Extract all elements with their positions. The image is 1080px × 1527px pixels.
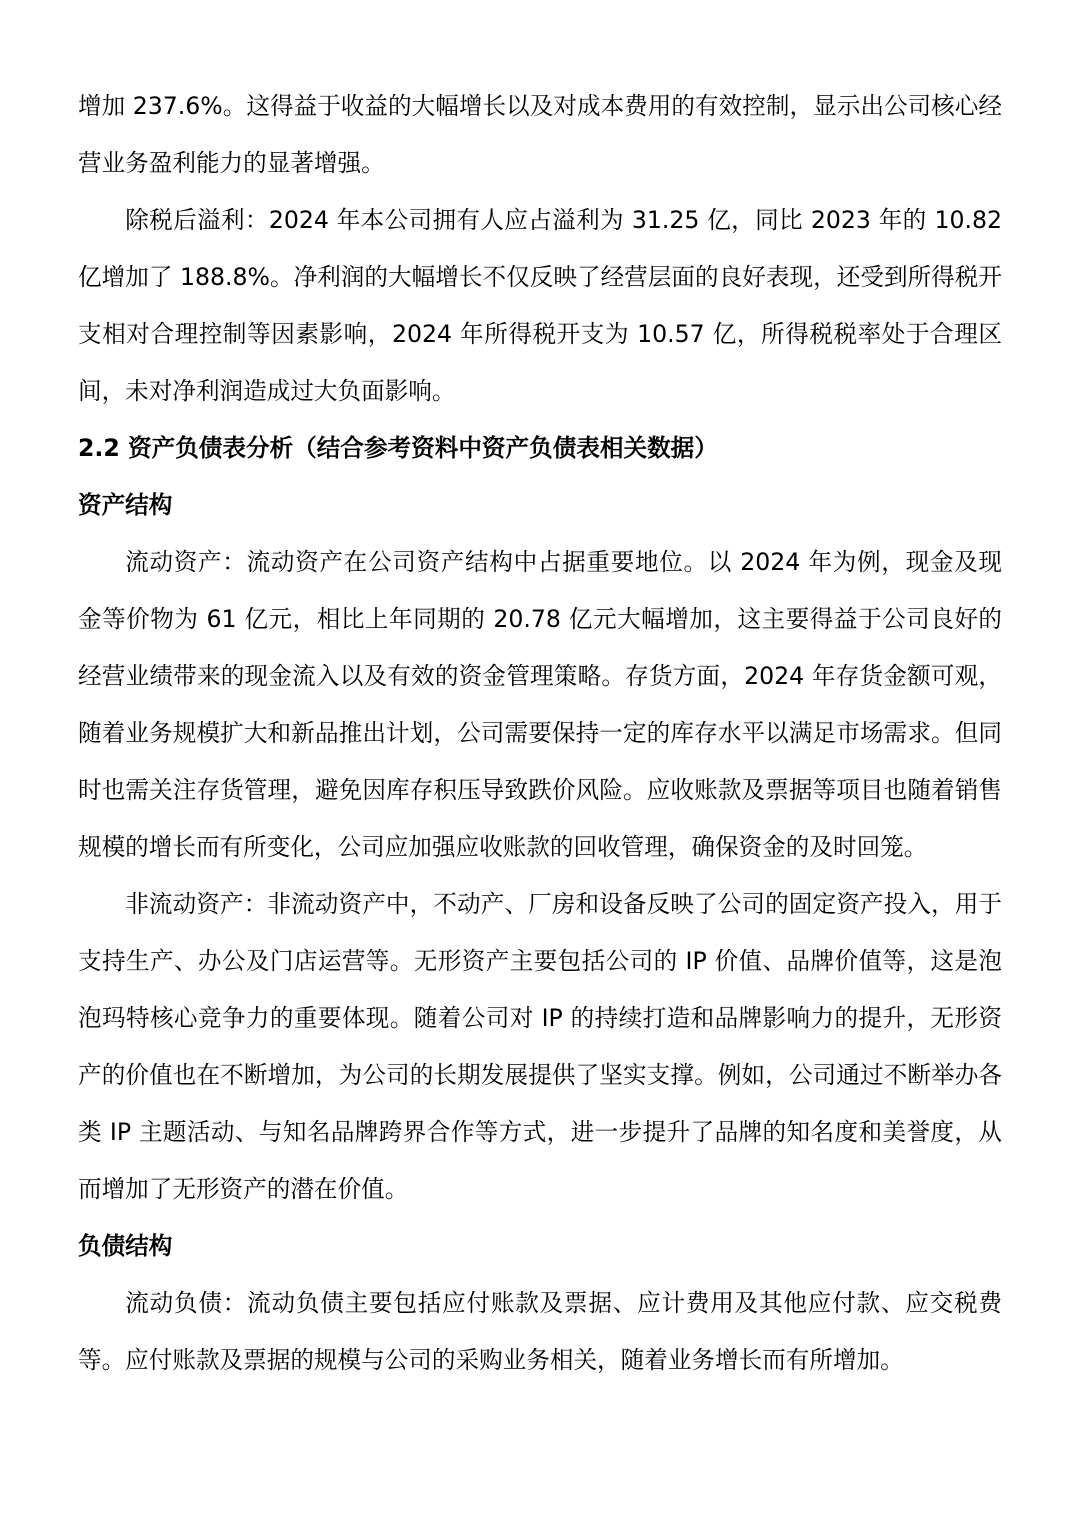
paragraph-current-liabilities: 流动负债：流动负债主要包括应付账款及票据、应计费用及其他应付款、应交税费等。应付账款及票据的规模与公司的采购业务相关，随着业务增长而有所增加。 — [78, 1289, 1002, 1374]
sub-heading-liability-structure: 负债结构 — [78, 1232, 173, 1260]
document-body — [78, 78, 1002, 1389]
paragraph-non-current-assets: 非流动资产：非流动资产中，不动产、厂房和设备反映了公司的固定资产投入，用于支持生产、办公及门店运营等。无形资产主要包括公司的 IP 价值、品牌价值等，这是泡泡玛特核心竞争力的重要体现。随着公司对 IP 的持续打造和品牌影响力的提升，无形资产的价值也在不断增加，为公司的长期发展提供了坚实支撑。例如，公司通过不断举办各类 IP 主题活动、与知名品牌跨界合作等方式，进一步提升了品牌的知名度和美誉度，从而增加了无形资产的潜在价值。 — [78, 890, 1002, 1203]
paragraph-net-profit: 除税后溢利：2024 年本公司拥有人应占溢利为 31.25 亿，同比 2023 年的 10.82 亿增加了 188.8%。净利润的大幅增长不仅反映了经营层面的良好表现，还受到所得税开支相对合理控制等因素影响，2024 年所得税开支为 10.57 亿，所得税税率处于合理区间，未对净利润造成过大负面影响。 — [78, 206, 1002, 405]
section-heading-balance-sheet: 2.2 资产负债表分析（结合参考资料中资产负债表相关数据） — [78, 434, 718, 462]
sub-heading-asset-structure: 资产结构 — [78, 491, 173, 519]
paragraph-operating-profit-end: 增加 237.6%。这得益于收益的大幅增长以及对成本费用的有效控制，显示出公司核心经营业务盈利能力的显著增强。 — [78, 92, 1002, 177]
paragraph-current-assets: 流动资产：流动资产在公司资产结构中占据重要地位。以 2024 年为例，现金及现金等价物为 61 亿元，相比上年同期的 20.78 亿元大幅增加，这主要得益于公司良好的经营业绩带来的现金流入以及有效的资金管理策略。存货方面，2024 年存货金额可观，随着业务规模扩大和新品推出计划，公司需要保持一定的库存水平以满足市场需求。但同时也需关注存货管理，避免因库存积压导致跌价风险。应收账款及票据等项目也随着销售规模的增长而有所变化，公司应加强应收账款的回收管理，确保资金的及时回笼。 — [78, 548, 1002, 861]
